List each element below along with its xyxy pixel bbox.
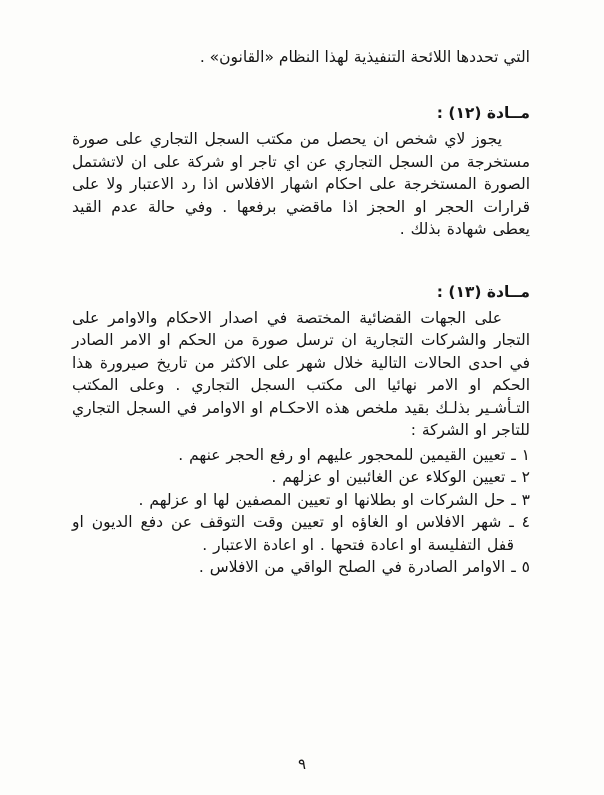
article-12-paragraph: يجوز لاي شخص ان يحصل من مكتب السجل التجاري على صورة مستخرجة من السجل التجاري عن اي تاجر او شركة على ان لاتشتمل الصورة المستخرجة على احكام اشهار الافلاس اذا رد الاعتبار ولا على قرارات الحجر او الحجز اذا ماقضي برفعها . وفي حالة عدم القيد يعطى شهادة بذلك .: [72, 130, 530, 238]
list-item: ٢ ـ تعيين الوكلاء عن الغائبين او عزلهم .: [271, 468, 530, 486]
article-13-heading: مــادة (١٣) :: [436, 282, 530, 301]
article-13-paragraph: على الجهات القضائية المختصة في اصدار الاحكام والاوامر على التجار والشركات التجارية ان ترسل صورة من الحكم او الامر الصادر في احدى الحالات التالية خلال شهر على الاكثر من تاريخ صيرورة هذا الحكم او الامر نهائيا الى مكتب السجل التجاري . وعلى المكتب التـأشـير بذلـك بقيد ملخص هذه الاحكـام او الاوامر في السجل التجاري للتاجر او الشركة :: [72, 308, 530, 439]
list-item: ٥ ـ الاوامر الصادرة في الصلح الواقي من الافلاس .: [198, 558, 530, 576]
list-item: ١ ـ تعيين القيمين للمحجور عليهم او رفع الحجر عنهم .: [178, 445, 530, 464]
list-item: ٤ ـ شهر الافلاس او الغاؤه او تعيين وقت التوقف عن دفع الديون او قفل التفليسة او اعادة فتحها . او اعادة الاعتبار .: [72, 513, 530, 554]
list-item: ٣ ـ حل الشركات او بطلانها او تعيين المصفين لها او عزلهم .: [138, 490, 530, 509]
article-13-list: [72, 444, 530, 579]
article-12-heading: مــادة (١٢) :: [436, 104, 530, 122]
intro-line: التي تحددها اللائحة التنفيذية لهذا النظام «القانون» .: [199, 48, 530, 66]
page-number: ٩: [297, 755, 307, 773]
